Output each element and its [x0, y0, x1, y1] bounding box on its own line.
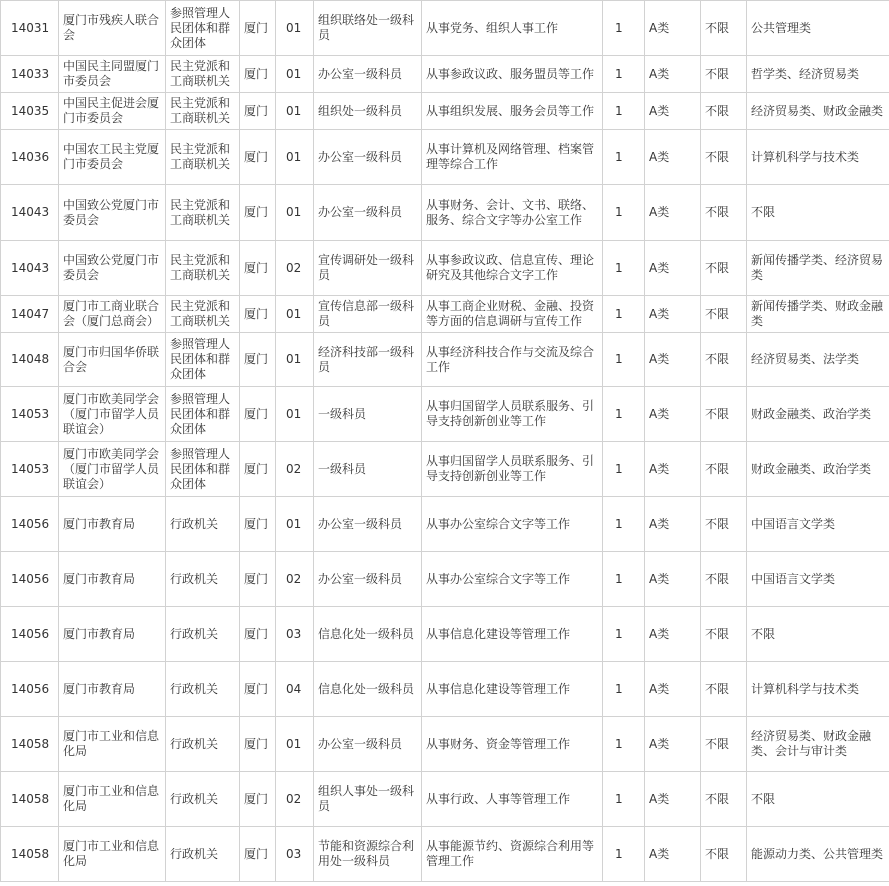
major-cell: 经济贸易类、财政金融类、会计与审计类: [747, 717, 889, 772]
count-cell: 1: [603, 93, 645, 130]
count-cell: 1: [603, 772, 645, 827]
unit-type-cell: 行政机关: [166, 717, 240, 772]
table-row: [1, 717, 889, 772]
major-cell: 经济贸易类、法学类: [747, 333, 889, 387]
count-cell: 1: [603, 56, 645, 93]
duty-cell: 从事信息化建设等管理工作: [422, 607, 603, 662]
major-cell: 计算机科学与技术类: [747, 130, 889, 185]
table-row: [1, 772, 889, 827]
position-cell: 宣传信息部一级科员: [314, 296, 422, 333]
count-cell: 1: [603, 185, 645, 241]
duty-cell: 从事行政、人事等管理工作: [422, 772, 603, 827]
limit-cell: 不限: [701, 56, 747, 93]
unit-type-cell: 参照管理人民团体和群众团体: [166, 1, 240, 56]
code-cell: 14031: [1, 1, 59, 56]
code-cell: 14036: [1, 130, 59, 185]
unit-cell: 厦门市工业和信息化局: [59, 827, 166, 882]
duty-cell: 从事经济科技合作与交流及综合工作: [422, 333, 603, 387]
category-cell: A类: [645, 241, 701, 296]
position-code-cell: 04: [276, 662, 314, 717]
duty-cell: 从事工商企业财税、金融、投资等方面的信息调研与宣传工作: [422, 296, 603, 333]
unit-cell: 厦门市教育局: [59, 497, 166, 552]
count-cell: 1: [603, 442, 645, 497]
position-code-cell: 03: [276, 607, 314, 662]
unit-cell: 厦门市工商业联合会（厦门总商会）: [59, 296, 166, 333]
table-row: [1, 130, 889, 185]
code-cell: 14035: [1, 93, 59, 130]
table-row: [1, 56, 889, 93]
count-cell: 1: [603, 552, 645, 607]
code-cell: 14058: [1, 717, 59, 772]
duty-cell: 从事办公室综合文字等工作: [422, 552, 603, 607]
table-row: [1, 296, 889, 333]
code-cell: 14056: [1, 662, 59, 717]
table-row: [1, 552, 889, 607]
major-cell: 不限: [747, 607, 889, 662]
code-cell: 14033: [1, 56, 59, 93]
table-row: [1, 1, 889, 56]
position-code-cell: 02: [276, 772, 314, 827]
position-cell: 信息化处一级科员: [314, 662, 422, 717]
code-cell: 14058: [1, 772, 59, 827]
position-cell: 组织人事处一级科员: [314, 772, 422, 827]
category-cell: A类: [645, 607, 701, 662]
table-row: [1, 93, 889, 130]
position-cell: 办公室一级科员: [314, 717, 422, 772]
unit-cell: 厦门市工业和信息化局: [59, 772, 166, 827]
limit-cell: 不限: [701, 130, 747, 185]
table-row: [1, 607, 889, 662]
position-cell: 信息化处一级科员: [314, 607, 422, 662]
unit-cell: 厦门市残疾人联合会: [59, 1, 166, 56]
category-cell: A类: [645, 552, 701, 607]
duty-cell: 从事组织发展、服务会员等工作: [422, 93, 603, 130]
city-cell: 厦门: [240, 130, 276, 185]
city-cell: 厦门: [240, 662, 276, 717]
major-cell: 中国语言文学类: [747, 552, 889, 607]
category-cell: A类: [645, 93, 701, 130]
position-code-cell: 02: [276, 241, 314, 296]
limit-cell: 不限: [701, 241, 747, 296]
category-cell: A类: [645, 296, 701, 333]
table-row: [1, 387, 889, 442]
unit-cell: 厦门市工业和信息化局: [59, 717, 166, 772]
unit-cell: 厦门市教育局: [59, 607, 166, 662]
unit-type-cell: 行政机关: [166, 662, 240, 717]
position-code-cell: 01: [276, 130, 314, 185]
city-cell: 厦门: [240, 56, 276, 93]
limit-cell: 不限: [701, 333, 747, 387]
position-code-cell: 01: [276, 56, 314, 93]
category-cell: A类: [645, 662, 701, 717]
unit-type-cell: 民主党派和工商联机关: [166, 93, 240, 130]
limit-cell: 不限: [701, 607, 747, 662]
major-cell: 中国语言文学类: [747, 497, 889, 552]
city-cell: 厦门: [240, 717, 276, 772]
city-cell: 厦门: [240, 497, 276, 552]
unit-type-cell: 行政机关: [166, 497, 240, 552]
position-cell: 办公室一级科员: [314, 552, 422, 607]
city-cell: 厦门: [240, 387, 276, 442]
unit-type-cell: 参照管理人民团体和群众团体: [166, 333, 240, 387]
city-cell: 厦门: [240, 333, 276, 387]
city-cell: 厦门: [240, 241, 276, 296]
count-cell: 1: [603, 827, 645, 882]
duty-cell: 从事财务、会计、文书、联络、服务、综合文字等办公室工作: [422, 185, 603, 241]
major-cell: 经济贸易类、财政金融类: [747, 93, 889, 130]
position-cell: 办公室一级科员: [314, 497, 422, 552]
count-cell: 1: [603, 662, 645, 717]
unit-type-cell: 行政机关: [166, 607, 240, 662]
limit-cell: 不限: [701, 442, 747, 497]
major-cell: 新闻传播学类、经济贸易类: [747, 241, 889, 296]
category-cell: A类: [645, 185, 701, 241]
major-cell: 公共管理类: [747, 1, 889, 56]
duty-cell: 从事党务、组织人事工作: [422, 1, 603, 56]
position-cell: 办公室一级科员: [314, 56, 422, 93]
duty-cell: 从事参政议政、信息宣传、理论研究及其他综合文字工作: [422, 241, 603, 296]
duty-cell: 从事归国留学人员联系服务、引导支持创新创业等工作: [422, 442, 603, 497]
city-cell: 厦门: [240, 772, 276, 827]
category-cell: A类: [645, 387, 701, 442]
table-row: [1, 442, 889, 497]
unit-type-cell: 民主党派和工商联机关: [166, 296, 240, 333]
unit-cell: 中国致公党厦门市委员会: [59, 241, 166, 296]
position-code-cell: 01: [276, 1, 314, 56]
unit-cell: 厦门市欧美同学会（厦门市留学人员联谊会）: [59, 442, 166, 497]
position-code-cell: 01: [276, 717, 314, 772]
code-cell: 14048: [1, 333, 59, 387]
position-code-cell: 03: [276, 827, 314, 882]
limit-cell: 不限: [701, 387, 747, 442]
major-cell: 财政金融类、政治学类: [747, 442, 889, 497]
limit-cell: 不限: [701, 827, 747, 882]
duty-cell: 从事办公室综合文字等工作: [422, 497, 603, 552]
position-cell: 办公室一级科员: [314, 185, 422, 241]
table-row: [1, 827, 889, 882]
table-row: [1, 185, 889, 241]
city-cell: 厦门: [240, 1, 276, 56]
table-row: [1, 333, 889, 387]
count-cell: 1: [603, 387, 645, 442]
unit-cell: 厦门市教育局: [59, 552, 166, 607]
duty-cell: 从事参政议政、服务盟员等工作: [422, 56, 603, 93]
code-cell: 14043: [1, 241, 59, 296]
position-code-cell: 01: [276, 387, 314, 442]
duty-cell: 从事信息化建设等管理工作: [422, 662, 603, 717]
unit-type-cell: 参照管理人民团体和群众团体: [166, 442, 240, 497]
limit-cell: 不限: [701, 185, 747, 241]
count-cell: 1: [603, 333, 645, 387]
duty-cell: 从事计算机及网络管理、档案管理等综合工作: [422, 130, 603, 185]
code-cell: 14056: [1, 552, 59, 607]
unit-type-cell: 民主党派和工商联机关: [166, 241, 240, 296]
major-cell: 能源动力类、公共管理类: [747, 827, 889, 882]
code-cell: 14056: [1, 497, 59, 552]
city-cell: 厦门: [240, 296, 276, 333]
count-cell: 1: [603, 497, 645, 552]
position-cell: 宣传调研处一级科员: [314, 241, 422, 296]
unit-type-cell: 民主党派和工商联机关: [166, 185, 240, 241]
category-cell: A类: [645, 333, 701, 387]
unit-cell: 厦门市教育局: [59, 662, 166, 717]
unit-cell: 中国致公党厦门市委员会: [59, 185, 166, 241]
city-cell: 厦门: [240, 185, 276, 241]
category-cell: A类: [645, 442, 701, 497]
limit-cell: 不限: [701, 93, 747, 130]
major-cell: 计算机科学与技术类: [747, 662, 889, 717]
limit-cell: 不限: [701, 662, 747, 717]
city-cell: 厦门: [240, 552, 276, 607]
table-body: [1, 1, 889, 882]
unit-type-cell: 行政机关: [166, 772, 240, 827]
count-cell: 1: [603, 296, 645, 333]
position-code-cell: 01: [276, 296, 314, 333]
count-cell: 1: [603, 241, 645, 296]
count-cell: 1: [603, 1, 645, 56]
limit-cell: 不限: [701, 296, 747, 333]
unit-type-cell: 民主党派和工商联机关: [166, 56, 240, 93]
limit-cell: 不限: [701, 717, 747, 772]
limit-cell: 不限: [701, 772, 747, 827]
position-code-cell: 01: [276, 497, 314, 552]
category-cell: A类: [645, 130, 701, 185]
unit-cell: 中国民主促进会厦门市委员会: [59, 93, 166, 130]
table-row: [1, 241, 889, 296]
duty-cell: 从事能源节约、资源综合利用等管理工作: [422, 827, 603, 882]
position-cell: 组织联络处一级科员: [314, 1, 422, 56]
code-cell: 14053: [1, 387, 59, 442]
code-cell: 14043: [1, 185, 59, 241]
position-cell: 组织处一级科员: [314, 93, 422, 130]
category-cell: A类: [645, 772, 701, 827]
major-cell: 哲学类、经济贸易类: [747, 56, 889, 93]
count-cell: 1: [603, 130, 645, 185]
position-code-cell: 01: [276, 333, 314, 387]
limit-cell: 不限: [701, 1, 747, 56]
position-code-cell: 01: [276, 185, 314, 241]
code-cell: 14056: [1, 607, 59, 662]
category-cell: A类: [645, 1, 701, 56]
major-cell: 新闻传播学类、财政金融类: [747, 296, 889, 333]
position-code-cell: 01: [276, 93, 314, 130]
unit-cell: 中国民主同盟厦门市委员会: [59, 56, 166, 93]
count-cell: 1: [603, 717, 645, 772]
city-cell: 厦门: [240, 442, 276, 497]
city-cell: 厦门: [240, 827, 276, 882]
duty-cell: 从事财务、资金等管理工作: [422, 717, 603, 772]
position-cell: 节能和资源综合利用处一级科员: [314, 827, 422, 882]
unit-type-cell: 参照管理人民团体和群众团体: [166, 387, 240, 442]
code-cell: 14058: [1, 827, 59, 882]
position-code-cell: 02: [276, 552, 314, 607]
major-cell: 不限: [747, 772, 889, 827]
unit-cell: 厦门市欧美同学会（厦门市留学人员联谊会）: [59, 387, 166, 442]
category-cell: A类: [645, 497, 701, 552]
unit-type-cell: 行政机关: [166, 827, 240, 882]
major-cell: 财政金融类、政治学类: [747, 387, 889, 442]
count-cell: 1: [603, 607, 645, 662]
table-row: [1, 497, 889, 552]
major-cell: 不限: [747, 185, 889, 241]
table-row: [1, 662, 889, 717]
category-cell: A类: [645, 717, 701, 772]
city-cell: 厦门: [240, 93, 276, 130]
code-cell: 14053: [1, 442, 59, 497]
category-cell: A类: [645, 56, 701, 93]
city-cell: 厦门: [240, 607, 276, 662]
unit-cell: 厦门市归国华侨联合会: [59, 333, 166, 387]
position-cell: 一级科员: [314, 387, 422, 442]
unit-type-cell: 行政机关: [166, 552, 240, 607]
position-cell: 办公室一级科员: [314, 130, 422, 185]
position-cell: 经济科技部一级科员: [314, 333, 422, 387]
unit-cell: 中国农工民主党厦门市委员会: [59, 130, 166, 185]
duty-cell: 从事归国留学人员联系服务、引导支持创新创业等工作: [422, 387, 603, 442]
unit-type-cell: 民主党派和工商联机关: [166, 130, 240, 185]
position-cell: 一级科员: [314, 442, 422, 497]
limit-cell: 不限: [701, 497, 747, 552]
limit-cell: 不限: [701, 552, 747, 607]
position-code-cell: 02: [276, 442, 314, 497]
category-cell: A类: [645, 827, 701, 882]
code-cell: 14047: [1, 296, 59, 333]
